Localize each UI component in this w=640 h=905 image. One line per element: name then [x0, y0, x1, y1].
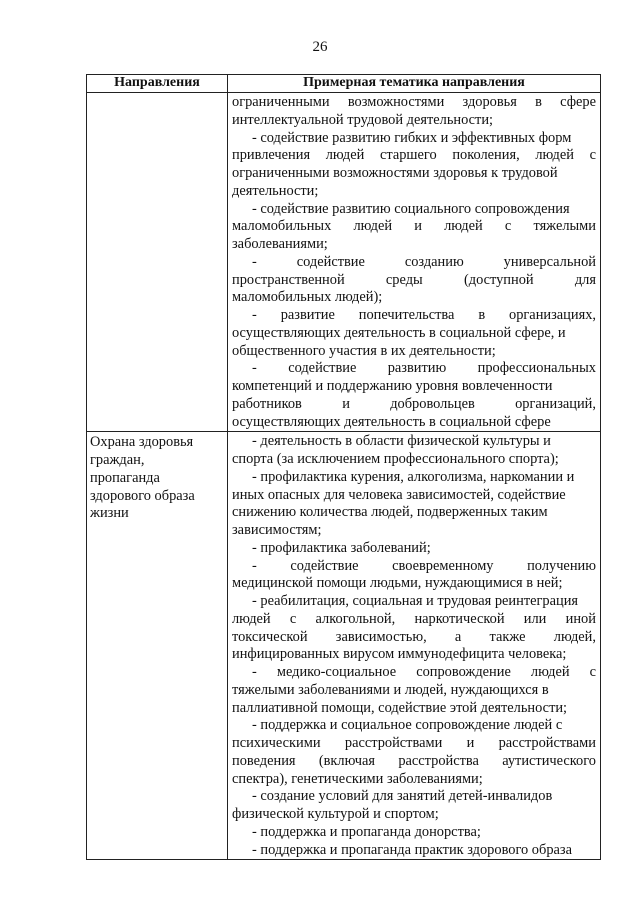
topic-line: [232, 575, 596, 593]
topic-line: [232, 130, 596, 148]
topic-word: физической культурой и спортом;: [232, 806, 439, 822]
topic-word: наркотической: [414, 610, 505, 627]
topic-word: -: [252, 664, 257, 680]
topic-word: инфицированных вирусом иммунодефицита человека;: [232, 646, 567, 663]
topic-cell: [228, 432, 601, 860]
topic-word: ограниченными возможностями здоровья к трудовой: [232, 165, 558, 181]
topic-line: [232, 183, 596, 201]
directions-table: [86, 74, 601, 860]
topic-word: развитие: [280, 307, 335, 323]
topic-word: содействие: [288, 360, 357, 377]
topic-word: добровольцев: [390, 395, 475, 412]
topic-line: [232, 272, 596, 290]
topic-word: тяжелыми заболеваниями и людей, нуждающихся в: [232, 681, 549, 698]
direction-line: жизни: [90, 505, 129, 522]
topic-word: тяжелыми: [533, 218, 596, 235]
topic-word: - поддержка и социальное сопровождение людей с: [252, 717, 563, 734]
topic-word: алкогольной,: [315, 610, 396, 627]
topic-line: [232, 504, 596, 522]
topic-word: снижению количества людей, подверженных таким: [232, 504, 548, 521]
topic-line: [232, 360, 596, 378]
topic-line: [232, 378, 596, 396]
topic-word: сфере: [560, 94, 596, 110]
topic-line: [232, 540, 596, 558]
topic-word: с: [289, 610, 297, 627]
topic-word: - реабилитация, социальная и трудовая реинтеграция: [252, 593, 579, 609]
topic-line: [232, 218, 596, 236]
topic-word: универсальной: [503, 253, 596, 270]
topic-word: также: [489, 628, 526, 645]
topic-word: - создание условий для занятий детей-инвалидов: [252, 788, 553, 805]
topic-line: [232, 646, 596, 664]
topic-word: - поддержка и пропаганда донорства;: [252, 823, 481, 840]
topic-word: с: [589, 664, 596, 680]
topic-word: маломобильных людей);: [232, 289, 383, 306]
topic-line: [232, 325, 596, 343]
topic-line: [232, 307, 596, 325]
topic-word: содействие: [296, 253, 365, 270]
topic-word: содействие: [290, 557, 359, 574]
topic-word: профессиональных: [477, 360, 596, 377]
topic-word: с: [504, 218, 512, 235]
topic-word: зависимостью,: [335, 628, 427, 645]
topic-word: осуществляющих деятельность в социальной сфере: [232, 413, 551, 430]
direction-line: Охрана здоровья: [90, 434, 194, 451]
topic-word: токсической: [232, 628, 308, 645]
table-row: [87, 93, 601, 432]
topic-line: [232, 94, 596, 112]
topic-line: [232, 469, 596, 487]
topic-word: поколения,: [452, 147, 520, 164]
topic-line: [232, 396, 596, 414]
topic-word: людей: [232, 610, 271, 627]
direction-line: граждан,: [90, 452, 145, 468]
topic-word: медицинской помощи людьми, нуждающимися в ней;: [232, 575, 563, 592]
topic-line: [232, 451, 596, 469]
topic-word: спорта (за исключением профессионального спорта);: [232, 451, 559, 467]
topic-word: - поддержка и пропаганда практик здорового образа: [252, 841, 572, 858]
topic-word: развитию: [387, 360, 447, 377]
topic-word: старшего: [380, 147, 437, 164]
topic-word: организациях,: [509, 307, 596, 323]
topic-word: попечительства: [358, 307, 455, 323]
topic-word: зависимостям;: [232, 522, 322, 538]
topic-word: возможностями: [347, 94, 445, 110]
table-row: [87, 432, 601, 860]
topic-word: созданию: [404, 253, 464, 270]
topic-word: паллиативной помощи, содействие этой деятельности;: [232, 699, 568, 716]
topic-line: [232, 433, 596, 451]
topic-word: расстройствами: [498, 735, 596, 751]
topic-word: - содействие развитию социального сопровождения: [252, 200, 570, 217]
topic-line: [232, 788, 596, 806]
topic-word: в: [478, 307, 486, 323]
topic-line: [232, 753, 596, 771]
topic-word: - деятельность в области физической культуры и: [252, 433, 551, 450]
topic-line: [232, 165, 596, 183]
header-topics: Примерная тематика направления: [228, 75, 601, 93]
direction-cell: [87, 93, 228, 432]
topic-line: [232, 629, 596, 647]
topic-word: для: [574, 271, 596, 288]
topic-word: и: [466, 735, 475, 751]
topic-word: своевременному: [392, 557, 494, 574]
topic-line: [232, 558, 596, 576]
direction-line: пропаганда: [90, 469, 160, 486]
topic-word: людей: [530, 664, 570, 680]
topic-line: [232, 717, 596, 735]
topic-line: [232, 414, 596, 432]
topic-line: [232, 487, 596, 505]
topic-word: расстройствами: [344, 735, 443, 751]
topic-word: пространственной: [232, 271, 345, 288]
topic-word: -: [252, 557, 257, 574]
topic-line: [232, 343, 596, 361]
topic-line: [232, 611, 596, 629]
topic-line: [232, 735, 596, 753]
page-number: 26: [312, 39, 328, 55]
topic-word: а: [454, 628, 462, 645]
topic-word: общественного участия в их деятельности;: [232, 342, 496, 359]
topic-word: -: [252, 253, 257, 270]
topic-word: компетенций и поддержанию уровня вовлеченности: [232, 378, 553, 394]
topic-line: [232, 289, 596, 307]
topic-word: ограниченными: [232, 94, 330, 110]
topic-word: и: [414, 218, 422, 235]
topic-word: иной: [565, 610, 596, 627]
topic-word: сопровождение: [416, 664, 511, 680]
topic-line: [232, 236, 596, 254]
topic-line: [232, 824, 596, 842]
topic-word: в: [535, 94, 542, 110]
topic-word: (доступной: [463, 271, 534, 288]
topic-word: людей: [444, 218, 483, 235]
topic-word: или: [523, 610, 547, 627]
topic-word: аутистического: [502, 752, 596, 769]
topic-word: психическими: [232, 735, 321, 751]
topic-word: и: [342, 395, 350, 412]
topic-line: [232, 700, 596, 718]
topic-word: привлечения: [232, 147, 311, 164]
topic-word: - профилактика заболеваний;: [252, 539, 431, 556]
topic-word: деятельности;: [232, 182, 319, 199]
topic-word: людей: [325, 147, 365, 164]
topic-word: медико-социальное: [276, 664, 397, 680]
topic-line: [232, 254, 596, 272]
topic-line: [232, 806, 596, 824]
topic-word: организаций,: [515, 395, 596, 412]
topic-line: [232, 112, 596, 130]
topic-line: [232, 147, 596, 165]
topic-line: [232, 842, 596, 860]
topic-word: здоровья: [462, 94, 517, 110]
topic-word: расстройства: [398, 752, 479, 769]
topic-word: интеллектуальной трудовой деятельности;: [232, 111, 494, 128]
topic-word: спектра), генетическими заболеваниями;: [232, 770, 483, 787]
table-header-row: [87, 75, 601, 93]
header-directions: Направления: [87, 75, 228, 93]
topic-line: [232, 682, 596, 700]
direction-cell: [87, 432, 228, 860]
topic-word: поведения: [232, 752, 296, 769]
topic-word: людей: [535, 147, 574, 164]
topic-word: маломобильных: [232, 218, 332, 235]
direction-line: здорового образа: [90, 487, 195, 504]
topic-word: работников: [232, 395, 302, 412]
topic-word: с: [589, 147, 596, 164]
topic-word: -: [252, 307, 257, 323]
topic-word: людей,: [553, 628, 596, 645]
topic-line: [232, 201, 596, 219]
topic-word: получению: [527, 557, 596, 574]
topic-word: -: [252, 360, 257, 377]
topic-word: среды: [385, 271, 423, 288]
topic-line: [232, 522, 596, 540]
topic-line: [232, 593, 596, 611]
topic-word: (включая: [318, 752, 376, 769]
topic-word: людей: [353, 218, 393, 235]
topic-word: иных опасных для человека зависимостей, содействие: [232, 486, 566, 503]
topic-cell: [228, 93, 601, 432]
topic-word: заболеваниями;: [232, 236, 328, 252]
topic-line: [232, 771, 596, 789]
topic-word: - содействие развитию гибких и эффективных форм: [252, 129, 572, 146]
topic-word: осуществляющих деятельность в социальной сфере, и: [232, 324, 566, 341]
topic-word: - профилактика курения, алкоголизма, наркомании и: [252, 468, 575, 485]
topic-line: [232, 664, 596, 682]
